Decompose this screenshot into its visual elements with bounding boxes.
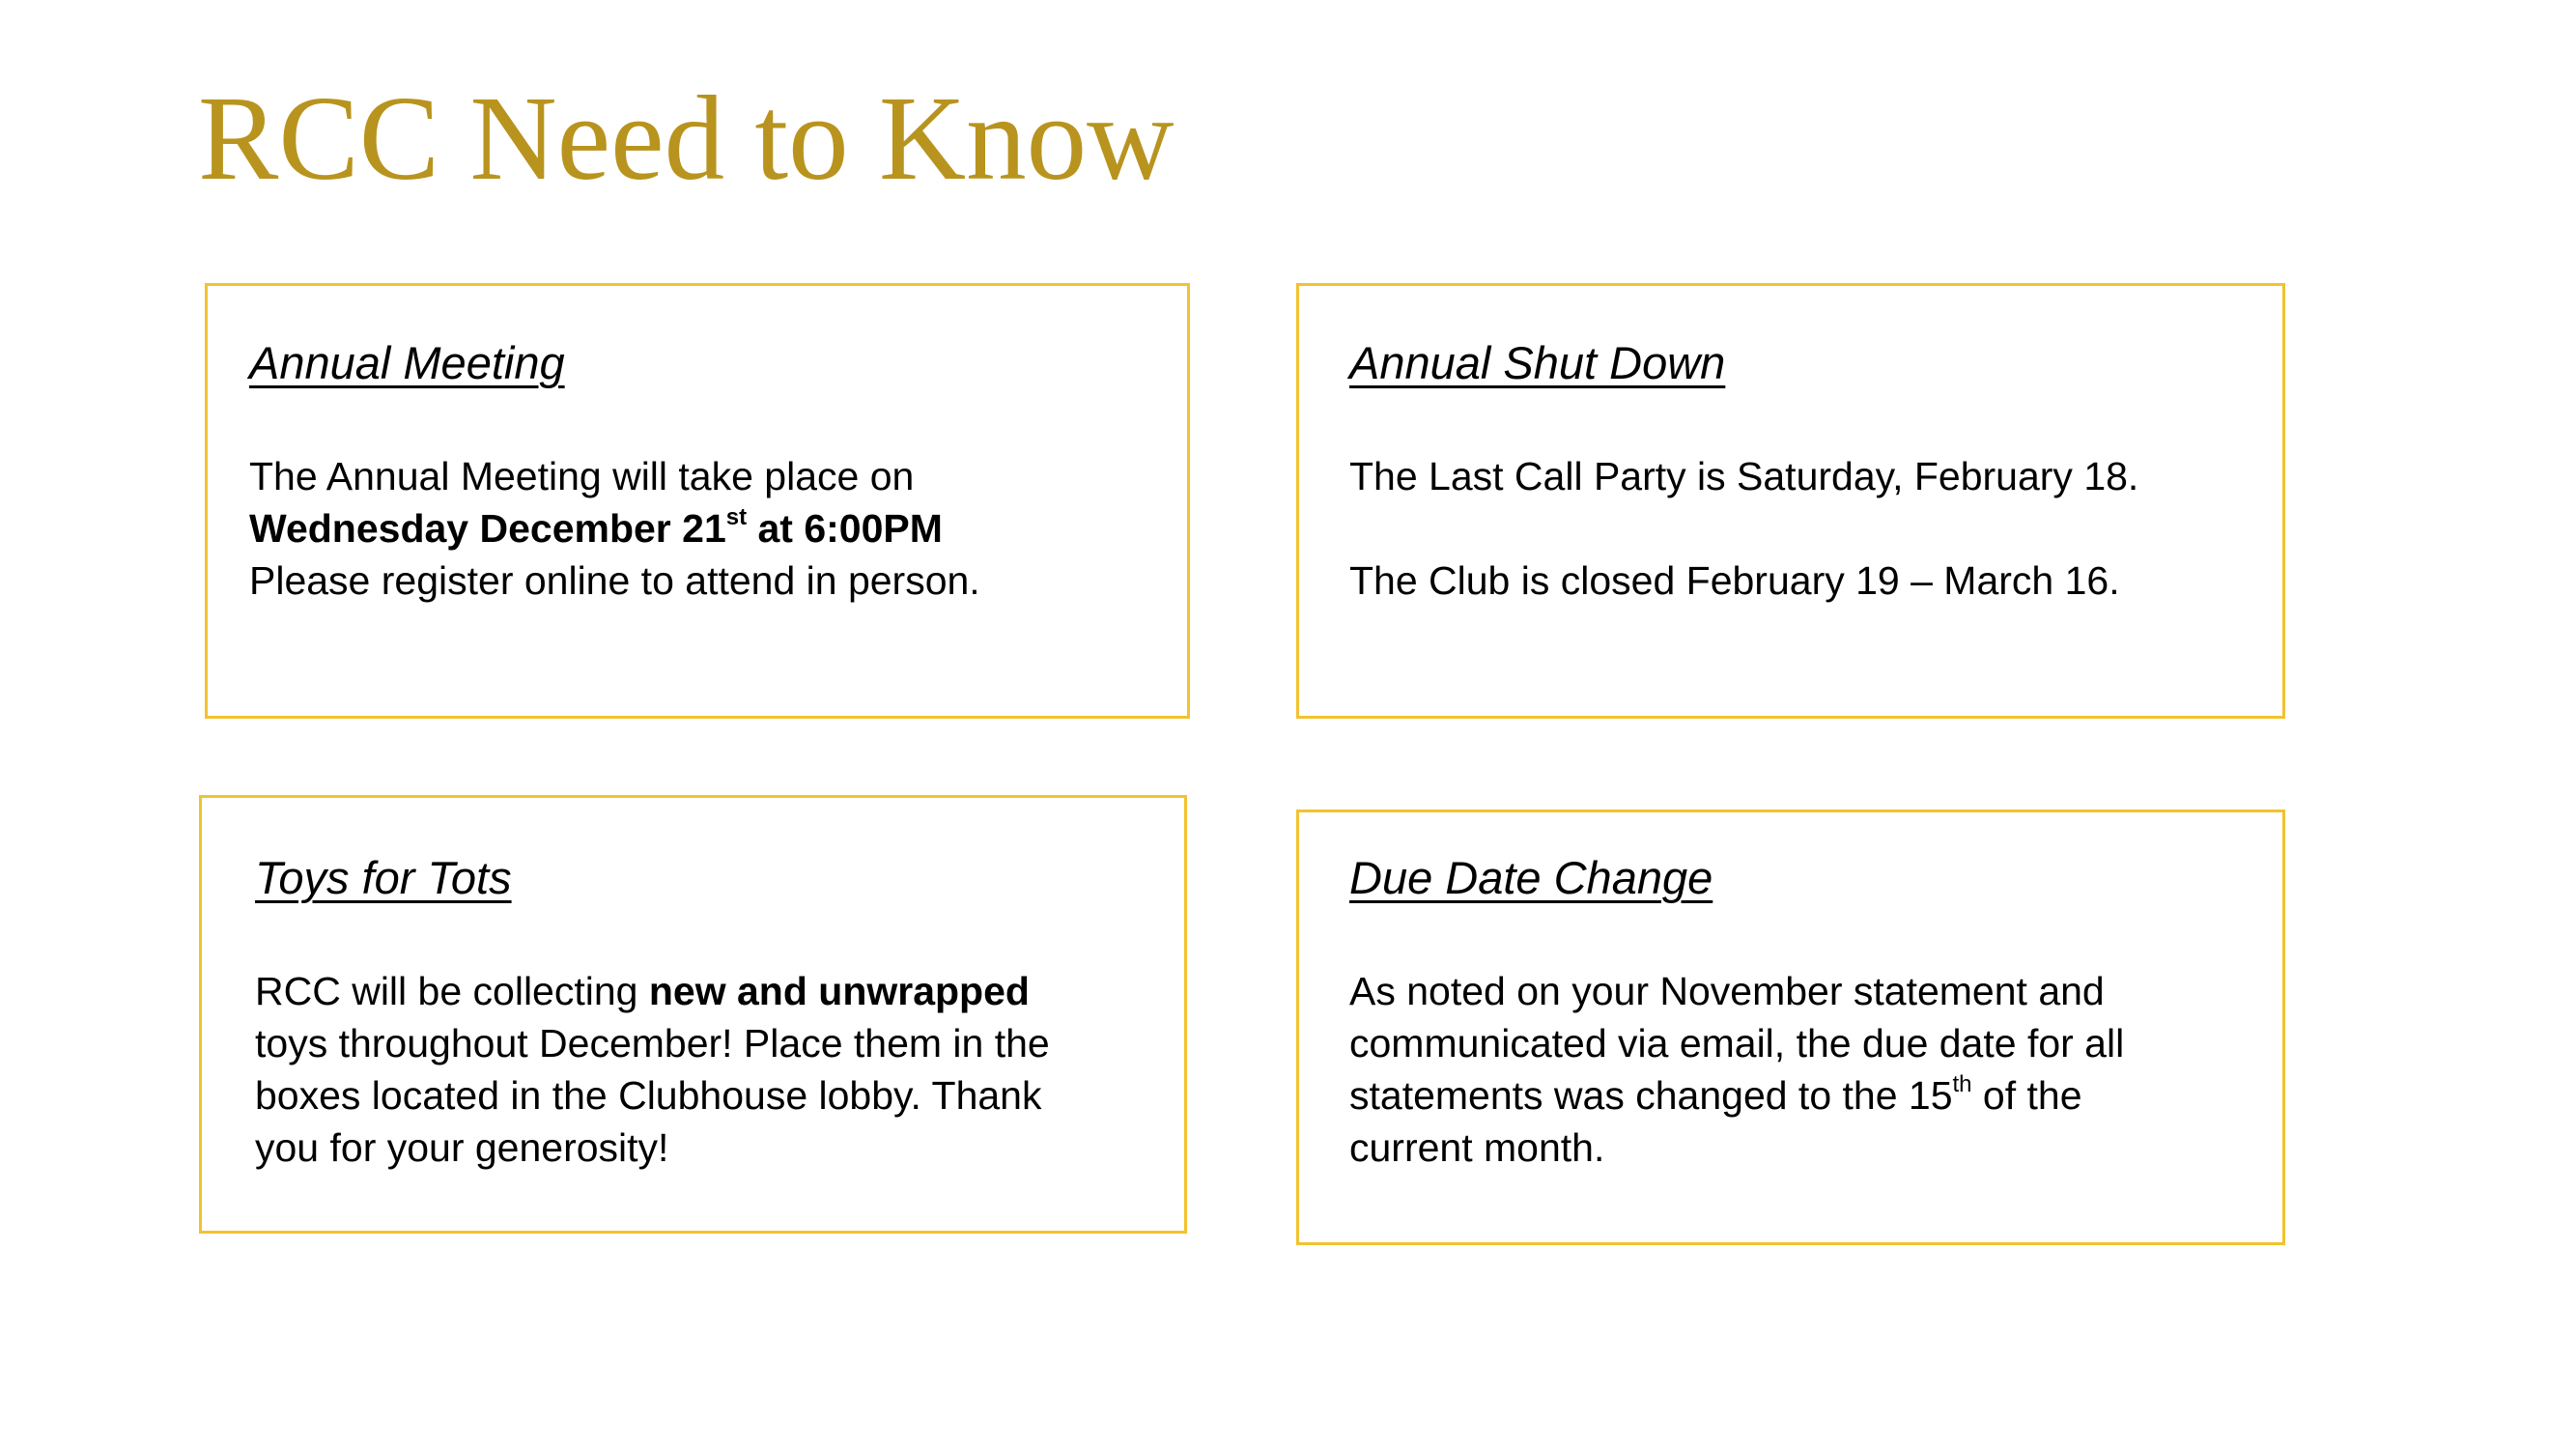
annual-meeting-heading: Annual Meeting [249,337,565,388]
annual-shut-down-heading: Annual Shut Down [1349,337,1726,388]
meeting-date: Wednesday December 21 [249,506,726,551]
due-date-line-4: current month. [1349,1125,1605,1170]
page-title: RCC Need to Know [198,72,1175,206]
due-date-line-1: As noted on your November statement and [1349,969,2105,1013]
annual-shut-down-body [1349,450,2138,607]
annual-meeting-line-1: The Annual Meeting will take place on [249,454,915,498]
toys-for-tots-line-1 [255,965,1050,1017]
toys-line-1-text: RCC will be collecting [255,969,649,1013]
annual-meeting-body [249,450,980,607]
annual-meeting-line-2 [249,502,980,554]
toys-for-tots-line-2: toys throughout December! Place them in the [255,1021,1050,1065]
due-date-line-3-end: of the [1971,1073,2082,1118]
due-date-change-body [1349,965,2124,1174]
due-date-line-3-text: statements was changed to the 15 [1349,1073,1953,1118]
annual-shut-down-line-2: The Club is closed February 19 – March 16. [1349,558,2120,603]
toys-for-tots-heading: Toys for Tots [255,852,512,903]
toys-for-tots-card [199,795,1187,1234]
due-date-change-card [1296,810,2285,1245]
meeting-date-suffix: st [725,504,748,530]
due-date-suffix: th [1952,1071,1972,1097]
toys-for-tots-line-3: boxes located in the Clubhouse lobby. Thank [255,1073,1042,1118]
meeting-time: at 6:00PM [747,506,943,551]
toys-for-tots-body [255,965,1050,1174]
toys-emphasis: new and unwrapped [648,969,1030,1013]
annual-shut-down-card [1296,283,2285,719]
annual-meeting-card [205,283,1190,719]
annual-shut-down-line-1: The Last Call Party is Saturday, February 18. [1349,454,2139,498]
annual-meeting-line-3: Please register online to attend in person. [249,558,980,603]
due-date-line-2: communicated via email, the due date for all [1349,1021,2125,1065]
paragraph-gap [1349,502,2138,554]
toys-for-tots-line-4: you for your generosity! [255,1125,669,1170]
due-date-change-heading: Due Date Change [1349,852,1713,903]
due-date-line-3 [1349,1069,2124,1122]
